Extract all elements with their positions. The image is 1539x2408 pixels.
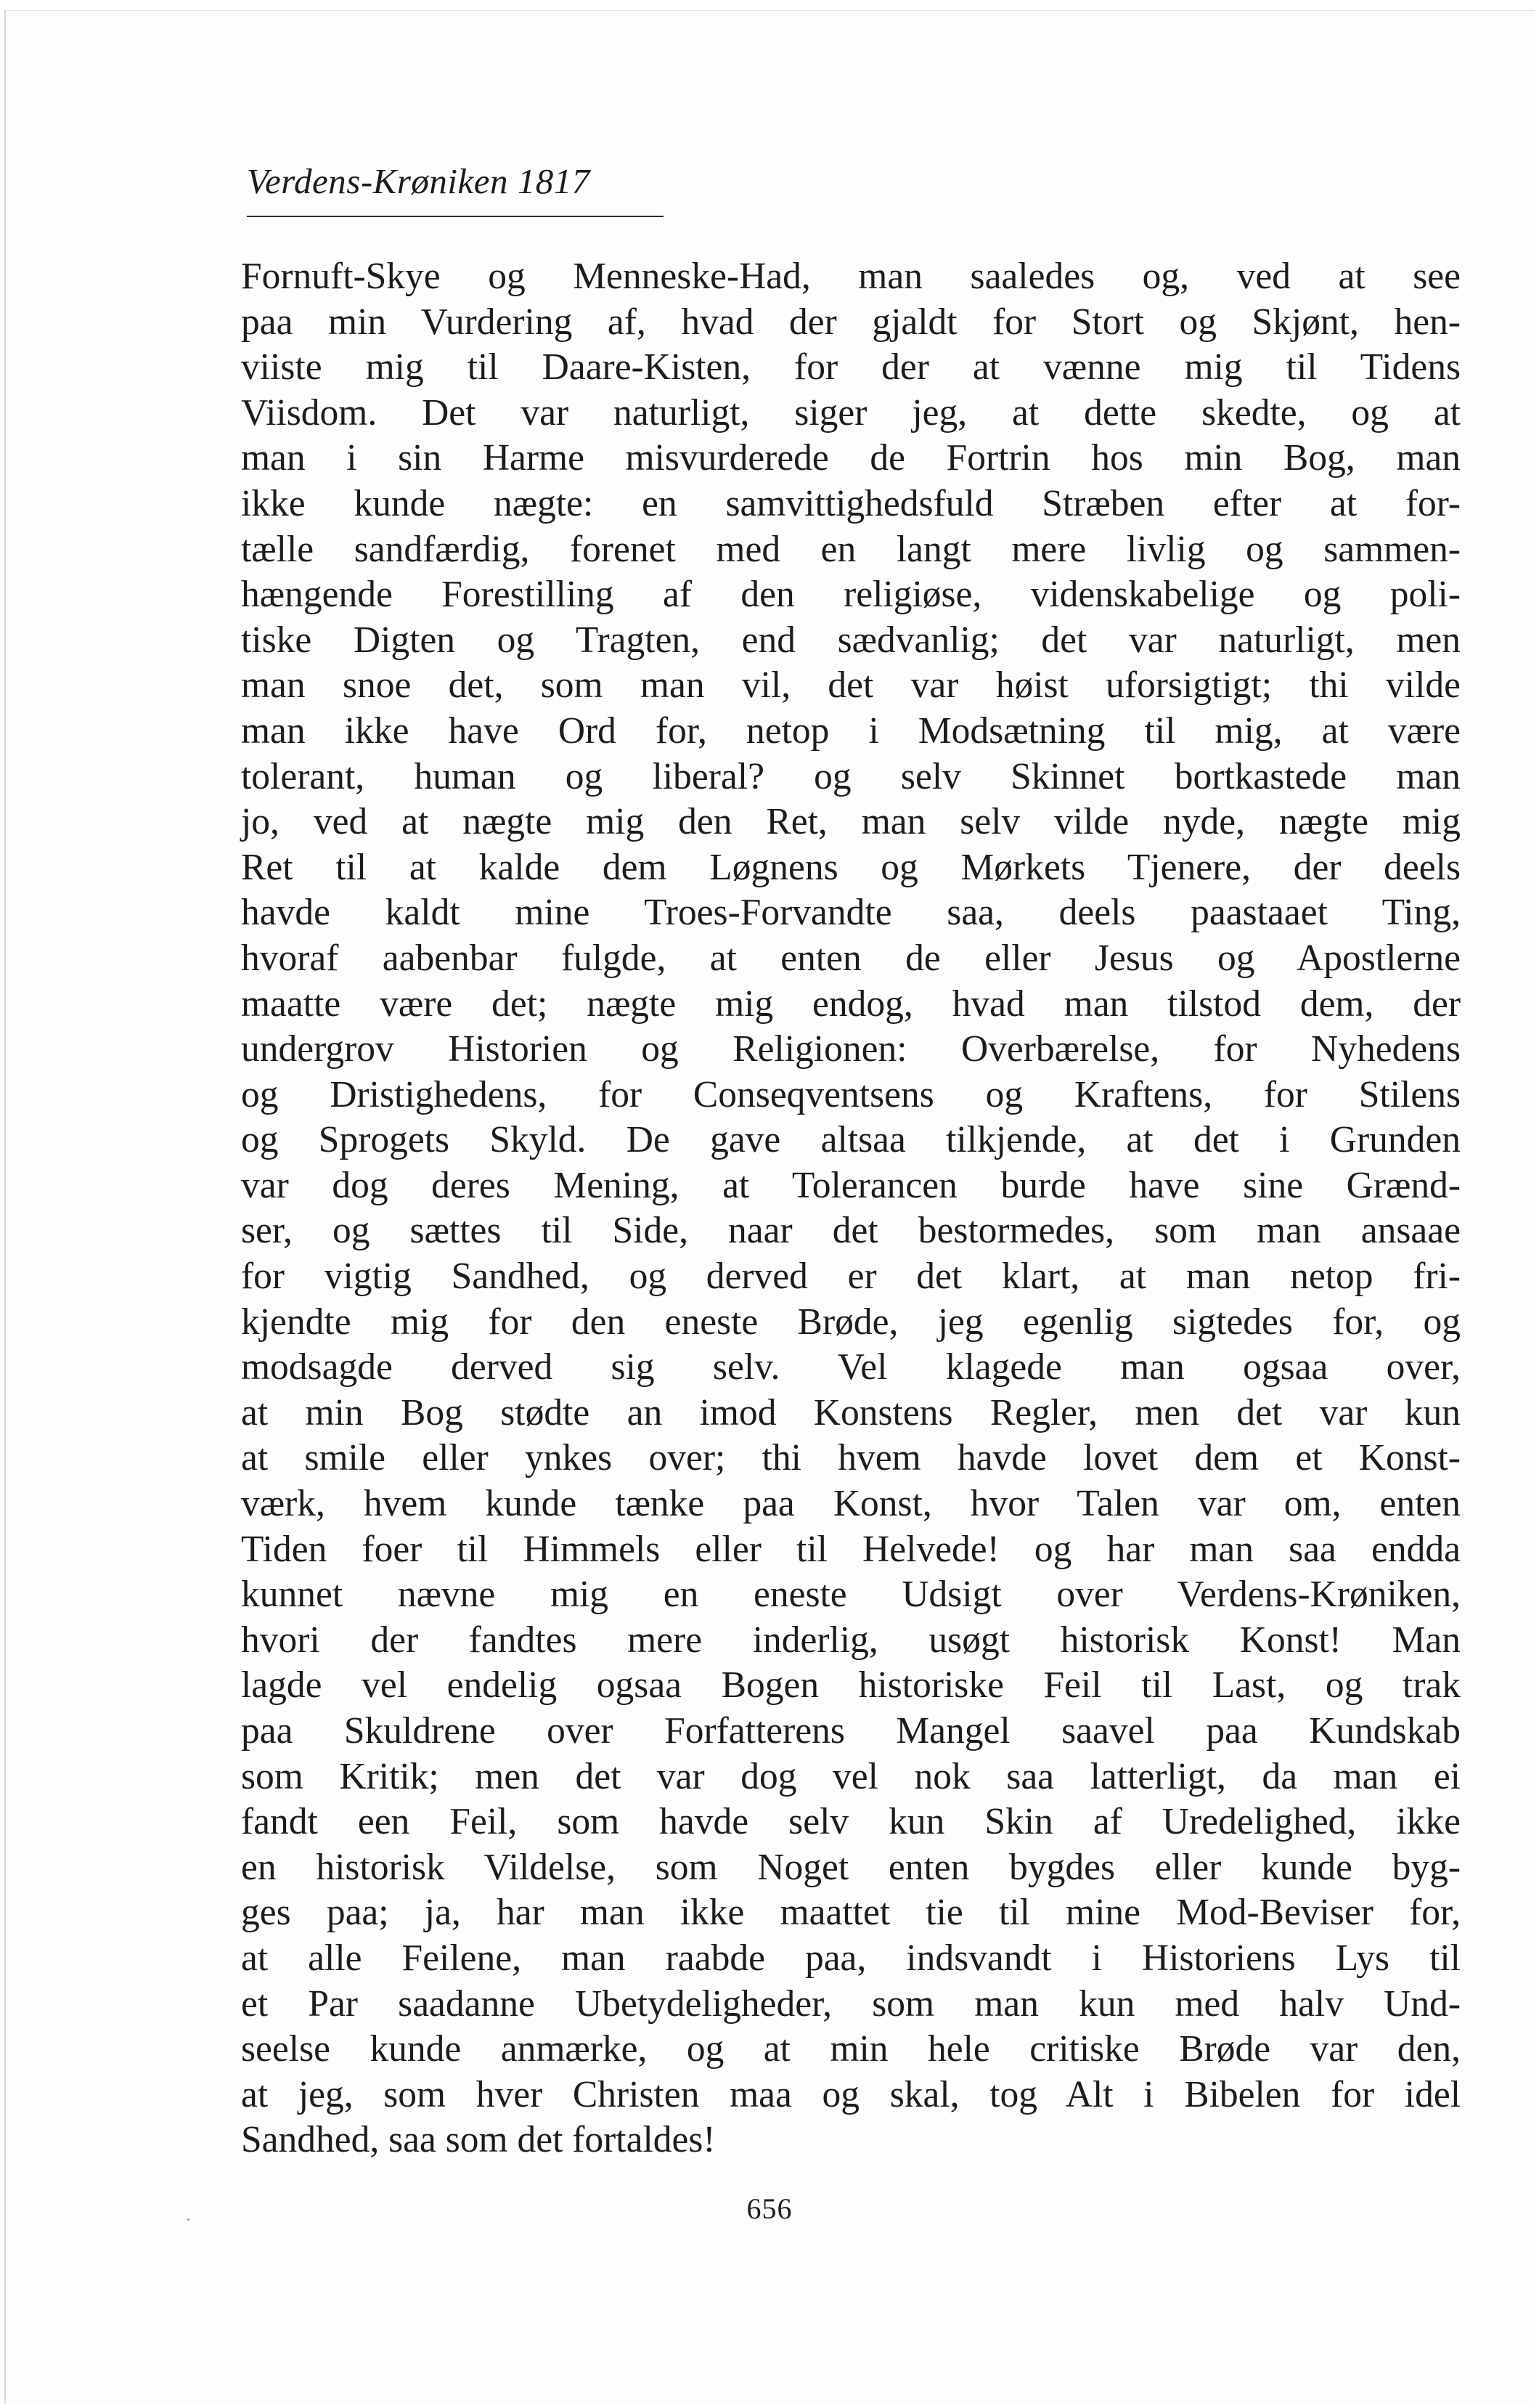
text-line: modsagde derved sig selv. Vel klagede man ogsaa over, xyxy=(241,1346,1461,1388)
header-rule xyxy=(247,216,664,217)
text-line: undergrov Historien og Religionen: Overbærelse, for Nyhedens xyxy=(241,1028,1461,1070)
text-line: Sandhed, saa som det fortaldes! xyxy=(241,2119,716,2161)
text-line: Fornuft-Skye og Menneske-Had, man saaledes og, ved at see xyxy=(241,256,1461,297)
text-line: at smile eller ynkes over; thi hvem havde lovet dem et Konst- xyxy=(241,1437,1461,1479)
running-title: Verdens-Krøniken 1817 xyxy=(247,161,590,201)
book-page xyxy=(4,10,1535,2404)
text-line: som Kritik; men det var dog vel nok saa latterligt, da man ei xyxy=(241,1755,1461,1797)
text-line: havde kaldt mine Troes-Forvandte saa, deels paastaaet Ting, xyxy=(241,892,1461,934)
text-line: og Dristighedens, for Conseqventsens og Kraftens, for Stilens xyxy=(241,1073,1461,1115)
body-text xyxy=(241,254,1461,2163)
text-line: at alle Feilene, man raabde paa, indsvandt i Historiens Lys til xyxy=(241,1937,1461,1979)
text-line: man ikke have Ord for, netop i Modsætning til mig, at være xyxy=(241,709,1461,752)
text-line: et Par saadanne Ubetydeligheder, som man kun med halv Und- xyxy=(241,1982,1461,2025)
text-line: kjendte mig for den eneste Brøde, jeg egenlig sigtedes for, og xyxy=(241,1301,1461,1343)
text-line: Tiden foer til Himmels eller til Helvede! og har man saa endda xyxy=(241,1528,1461,1570)
text-line: at min Bog stødte an imod Konstens Regler, men det var kun xyxy=(241,1391,1461,1433)
text-line: og Sprogets Skyld. De gave altsaa tilkjende, at det i Grunden xyxy=(241,1119,1461,1161)
text-line: kunnet nævne mig en eneste Udsigt over Verdens-Krøniken, xyxy=(241,1574,1461,1616)
text-line: ser, og sættes til Side, naar det bestormedes, som man ansaae xyxy=(241,1210,1461,1252)
text-line: paa Skuldrene over Forfatterens Mangel saavel paa Kundskab xyxy=(241,1710,1461,1752)
text-line: tælle sandfærdig, forenet med en langt mere livlig og sammen- xyxy=(241,528,1461,570)
text-line: fandt een Feil, som havde selv kun Skin af Uredelighed, ikke xyxy=(241,1801,1461,1843)
text-line: for vigtig Sandhed, og derved er det klart, at man netop fri- xyxy=(241,1256,1461,1298)
text-line: en historisk Vildelse, som Noget enten bygdes eller kunde byg- xyxy=(241,1846,1461,1888)
text-line: paa min Vurdering af, hvad der gjaldt for Stort og Skjønt, hen- xyxy=(241,301,1461,343)
text-line: at jeg, som hver Christen maa og skal, tog Alt i Bibelen for idel xyxy=(241,2073,1461,2115)
text-line: jo, ved at nægte mig den Ret, man selv vilde nyde, nægte mig xyxy=(241,801,1461,843)
text-line: var dog deres Mening, at Tolerancen burde have sine Grænd- xyxy=(241,1164,1461,1206)
text-line: tolerant, human og liberal? og selv Skinnet bortkastede man xyxy=(241,755,1461,797)
text-line: hvori der fandtes mere inderlig, usøgt historisk Konst! Man xyxy=(241,1619,1461,1661)
text-line: hængende Forestilling af den religiøse, videnskabelige og poli- xyxy=(241,574,1461,616)
text-line: ges paa; ja, har man ikke maattet tie til mine Mod-Beviser for, xyxy=(241,1892,1461,1934)
text-line: man i sin Harme misvurderede de Fortrin hos min Bog, man xyxy=(241,437,1461,479)
text-line: seelse kunde anmærke, og at min hele critiske Brøde var den, xyxy=(241,2028,1461,2070)
text-line: Ret til at kalde dem Løgnens og Mørkets Tjenere, der deels xyxy=(241,846,1461,888)
text-line: hvoraf aabenbar fulgde, at enten de eller Jesus og Apostlerne xyxy=(241,937,1461,979)
text-line: man snoe det, som man vil, det var høist uforsigtigt; thi vilde xyxy=(241,664,1461,707)
text-line: Viisdom. Det var naturligt, siger jeg, at dette skedte, og at xyxy=(241,391,1461,434)
page-number: 656 xyxy=(746,2192,793,2225)
text-line: tiske Digten og Tragten, end sædvanlig; det var naturligt, men xyxy=(241,619,1461,661)
text-line: værk, hvem kunde tænke paa Konst, hvor Talen var om, enten xyxy=(241,1483,1461,1525)
text-line: viiste mig til Daare-Kisten, for der at vænne mig til Tidens xyxy=(241,346,1461,389)
text-line: lagde vel endelig ogsaa Bogen historiske Feil til Last, og trak xyxy=(241,1664,1461,1707)
text-line: ikke kunde nægte: en samvittighedsfuld Stræben efter at for- xyxy=(241,482,1461,524)
text-line: maatte være det; nægte mig endog, hvad man tilstod dem, der xyxy=(241,983,1461,1025)
